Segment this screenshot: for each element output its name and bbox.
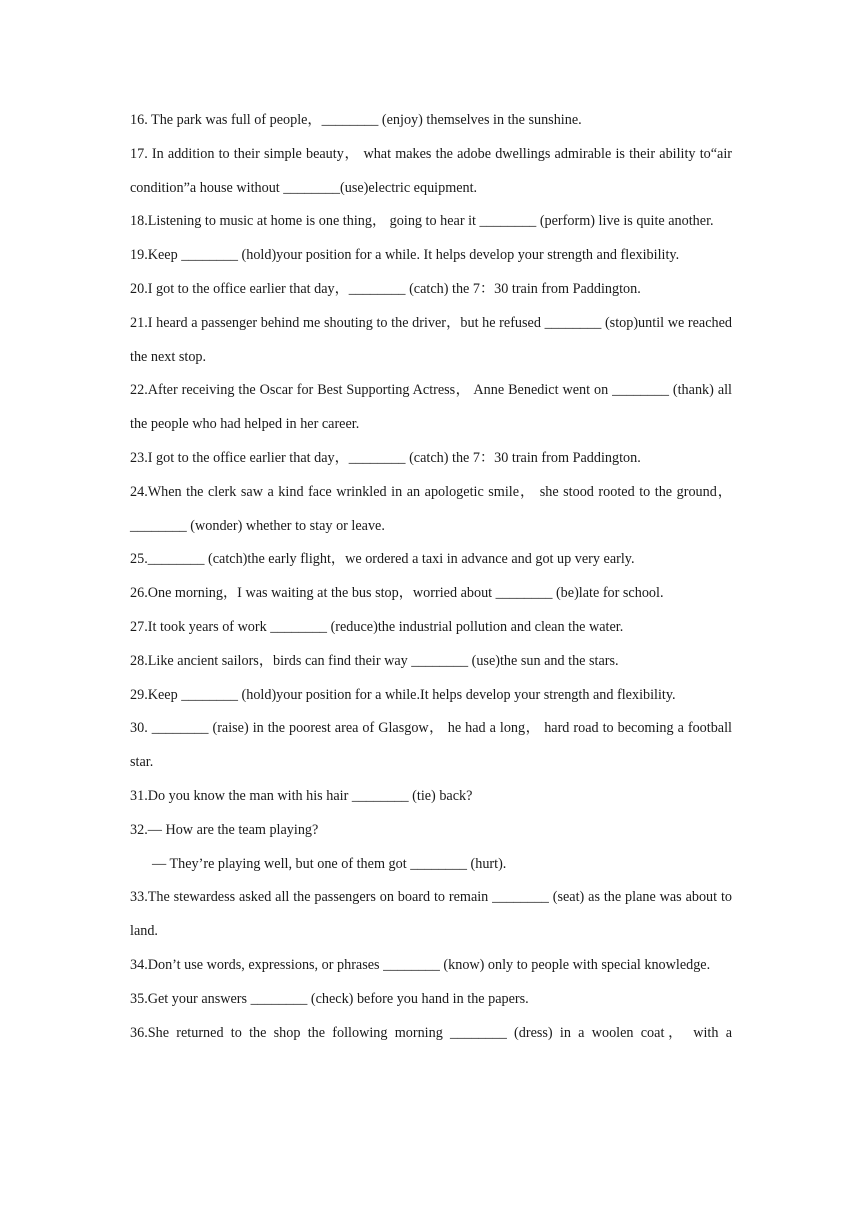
- question-16: 16. The park was full of people，________ (enjoy) themselves in the sunshine.: [130, 112, 582, 128]
- question-27: 27.It took years of work ________ (reduce)the industrial pollution and clean the water.: [130, 618, 624, 635]
- question-20: 20.I got to the office earlier that day，________ (catch) the 7：30 train from Paddington.: [130, 280, 641, 297]
- question-17: 17. In addition to their simple beauty， what makes the adobe dwellings admirable is their ability to“air condition”a house without ________(use)electric equipment.: [130, 145, 732, 196]
- question-32: 32.— How are the team playing?: [130, 821, 319, 838]
- question-18: 18.Listening to music at home is one thing， going to hear it ________ (perform) live is quite another.: [130, 213, 714, 230]
- question-31: 31.Do you know the man with his hair ________ (tie) back?: [130, 787, 473, 804]
- question-32-reply: — They’re playing well, but one of them got ________ (hurt).: [152, 855, 507, 872]
- question-33: 33.The stewardess asked all the passengers on board to remain ________ (seat) as the plane was about to land.: [130, 889, 732, 940]
- question-21: 21.I heard a passenger behind me shouting to the driver，but he refused ________ (stop)until we reached the next stop.: [130, 314, 732, 365]
- question-24: 24.When the clerk saw a kind face wrinkled in an apologetic smile， she stood rooted to the ground，________ (wonder) whether to stay or leave.: [130, 483, 732, 534]
- question-19: 19.Keep ________ (hold)your position for a while. It helps develop your strength and flexibility.: [130, 247, 680, 264]
- question-30: 30. ________ (raise) in the poorest area of Glasgow， he had a long， hard road to becoming a football star.: [130, 720, 732, 771]
- worksheet-page: [130, 104, 732, 1050]
- question-29: 29.Keep ________ (hold)your position for a while.It helps develop your strength and flexibility.: [130, 686, 676, 703]
- question-23: 23.I got to the office earlier that day，________ (catch) the 7：30 train from Paddington.: [130, 449, 641, 466]
- question-35: 35.Get your answers ________ (check) before you hand in the papers.: [130, 990, 529, 1007]
- question-22: 22.After receiving the Oscar for Best Supporting Actress， Anne Benedict went on ________ (thank) all the people who had helped in her career.: [130, 382, 732, 433]
- question-34: 34.Don’t use words, expressions, or phrases ________ (know) only to people with special knowledge.: [130, 956, 711, 973]
- question-25: 25.________ (catch)the early flight，we ordered a taxi in advance and got up very early.: [130, 551, 635, 568]
- question-36: 36.She returned to the shop the following morning ________ (dress) in a woolen coat， with a: [130, 1024, 732, 1041]
- question-28: 28.Like ancient sailors，birds can find their way ________ (use)the sun and the stars.: [130, 652, 619, 669]
- question-26: 26.One morning，I was waiting at the bus stop，worried about ________ (be)late for school.: [130, 585, 664, 602]
